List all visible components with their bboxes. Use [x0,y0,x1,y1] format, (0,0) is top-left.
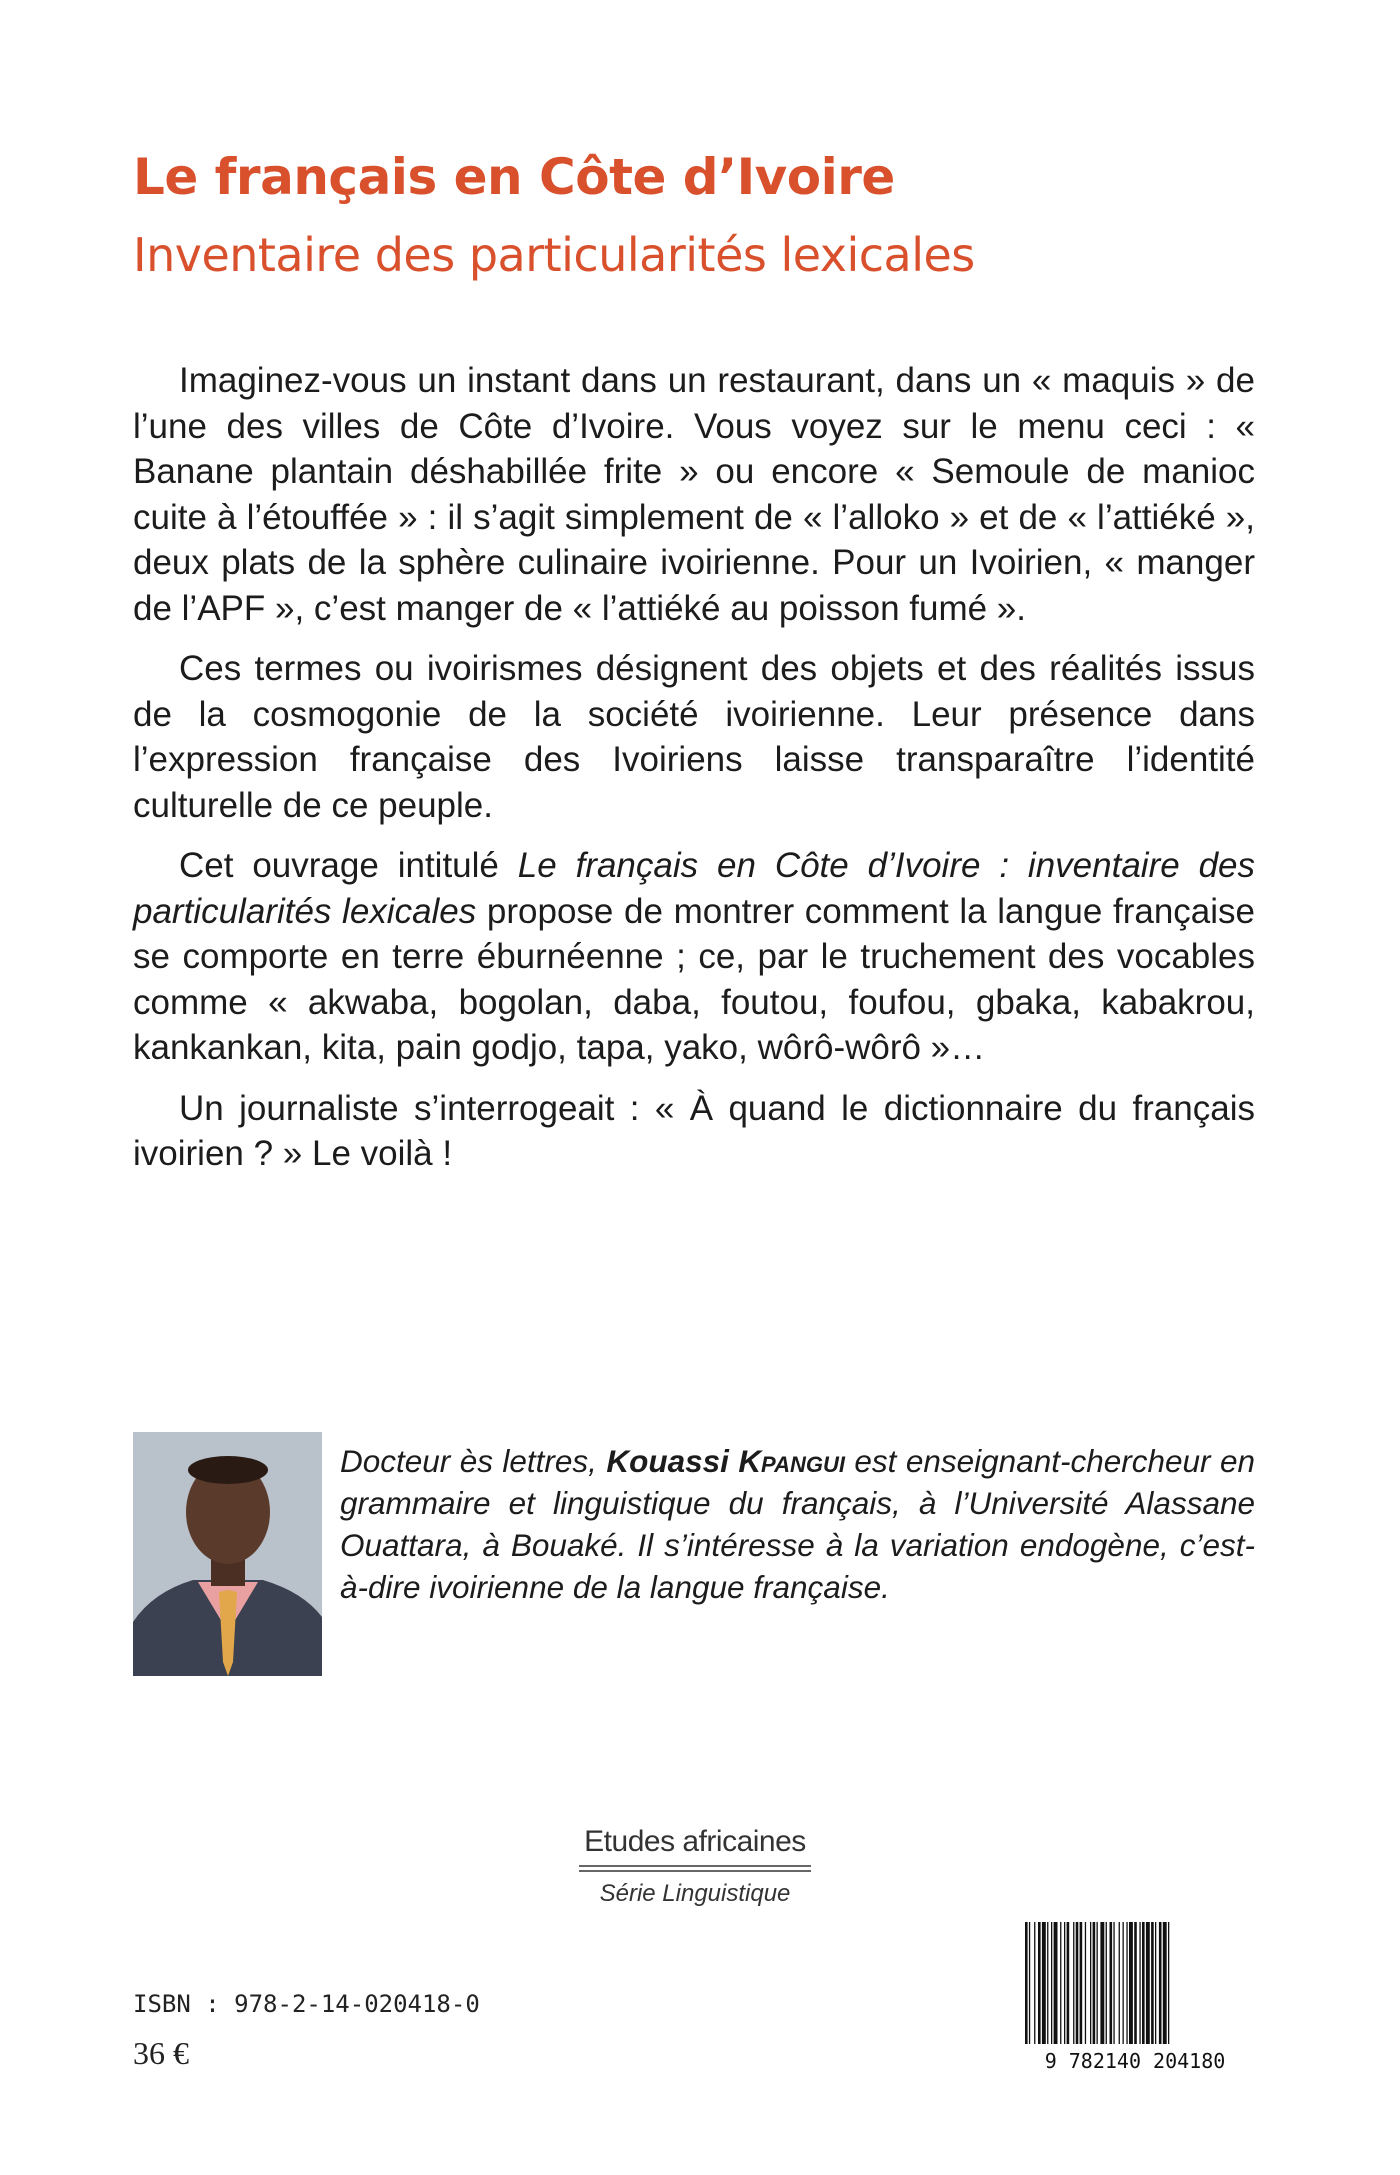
barcode-bar [1090,1922,1091,2044]
series-name: Etudes africaines [584,1825,806,1858]
barcode-bar [1142,1922,1145,2044]
book-title-citation: Le français en Côte d’Ivoire : inventaire des particularités lexicales [133,846,1256,931]
isbn: ISBN : 978-2-14-020418-0 [133,1990,480,2018]
author-name [606,1443,845,1479]
barcode-bar [1106,1922,1107,2044]
book-subtitle: Inventaire des particularités lexicales [133,228,975,282]
barcode-bar [1067,1922,1070,2044]
series-logo [575,1825,815,1908]
barcode-bar [1129,1922,1133,2044]
barcode-bar [1047,1922,1048,2044]
barcode-bar [1134,1922,1137,2044]
barcode-bar [1064,1922,1065,2044]
barcode-bar [1080,1922,1083,2044]
barcode-bar [1025,1922,1028,2044]
barcode-bar [1054,1922,1058,2044]
barcode-bar [1076,1922,1079,2044]
barcode-bar [1163,1922,1167,2044]
barcode-bar [1073,1922,1074,2044]
blurb-text: Cet ouvrage intitulé [179,846,518,885]
blurb-paragraph-3 [133,843,1255,1071]
series-subtitle: Série Linguistique [599,1880,791,1907]
barcode-bar [1029,1922,1030,2044]
barcode-bar [1123,1922,1124,2044]
blurb-text: propose de montrer comment la langue française se comporte en terre éburnéenne ; ce, par le truchement des vocables comme « akwaba, bogolan, daba, foutou, foufou, gbaka, kabakrou, kankankan, kita, pain godjo, tapa, yako, wôrô-wôrô »… [133,891,1255,1067]
barcode-bar [1119,1922,1120,2044]
author-first-name: Kouassi [606,1443,729,1479]
barcode-bar [1060,1922,1061,2044]
barcode-bars [1025,1922,1169,2044]
blurb-paragraph-2: Ces termes ou ivoirismes désignent des objets et des réalités issus de la cosmogonie de la société ivoirienne. Leur présence dans l’expression française des Ivoiriens laisse transparaître l’identité culturelle de ce peuple. [133,649,1255,825]
barcode-bar [1100,1922,1104,2044]
author-photo-icon [133,1432,322,1676]
barcode-bar [1168,1922,1169,2044]
barcode-bar [1139,1922,1140,2044]
barcode-bar [1034,1922,1035,2044]
author-bio-text: est enseignant-chercheur en grammaire et linguistique du français, à l’Université Alassane Ouattara, à Bouaké. Il s’intéresse à la variation endogène, c’est-à-dire ivoirienne de la langue française. [340,1443,1255,1605]
barcode-bar [1151,1922,1154,2044]
price: 36 € [133,2035,189,2071]
blurb-paragraph-1: Imaginez-vous un instant dans un restaurant, dans un « maquis » de l’une des villes de Côte d’Ivoire. Vous voyez sur le menu ceci : « Banane plantain déshabillée frite » ou encore « Semoule de manioc cuite à l’étouffée » : il s’agit simplement de « l’alloko » et de « l’attiéké », deux plats de la sphère culinaire ivoirienne. Pour un Ivoirien, « manger de l’APF », c’est manger de « l’attiéké au poisson fumé ». [133,361,1255,628]
author-bio-text: Docteur ès lettres, [340,1443,607,1479]
author-bio [340,1440,1255,1608]
barcode-bar [1085,1922,1086,2044]
barcode-bar [1051,1922,1052,2044]
barcode-bar [1042,1922,1046,2044]
barcode-bar [1097,1922,1098,2044]
series-divider [579,1865,811,1872]
barcode-bar [1038,1922,1041,2044]
barcode-bar [1159,1922,1162,2044]
barcode-bar [1146,1922,1150,2044]
barcode-bar [1126,1922,1127,2044]
barcode-bar [1093,1922,1096,2044]
barcode-bar [1155,1922,1156,2044]
barcode-bar [1110,1922,1113,2044]
barcode-icon [1015,1922,1255,2072]
barcode-digits: 9 782140 204180 [1044,2049,1226,2072]
blurb-paragraph-4: Un journaliste s’interrogeait : « À quand le dictionnaire du français ivoirien ? » Le voilà ! [133,1088,1255,1173]
author-last-name: Kpangui [738,1443,845,1479]
book-title: Le français en Côte d’Ivoire [133,148,895,206]
blurb [133,358,1255,1192]
barcode-bar [1113,1922,1114,2044]
